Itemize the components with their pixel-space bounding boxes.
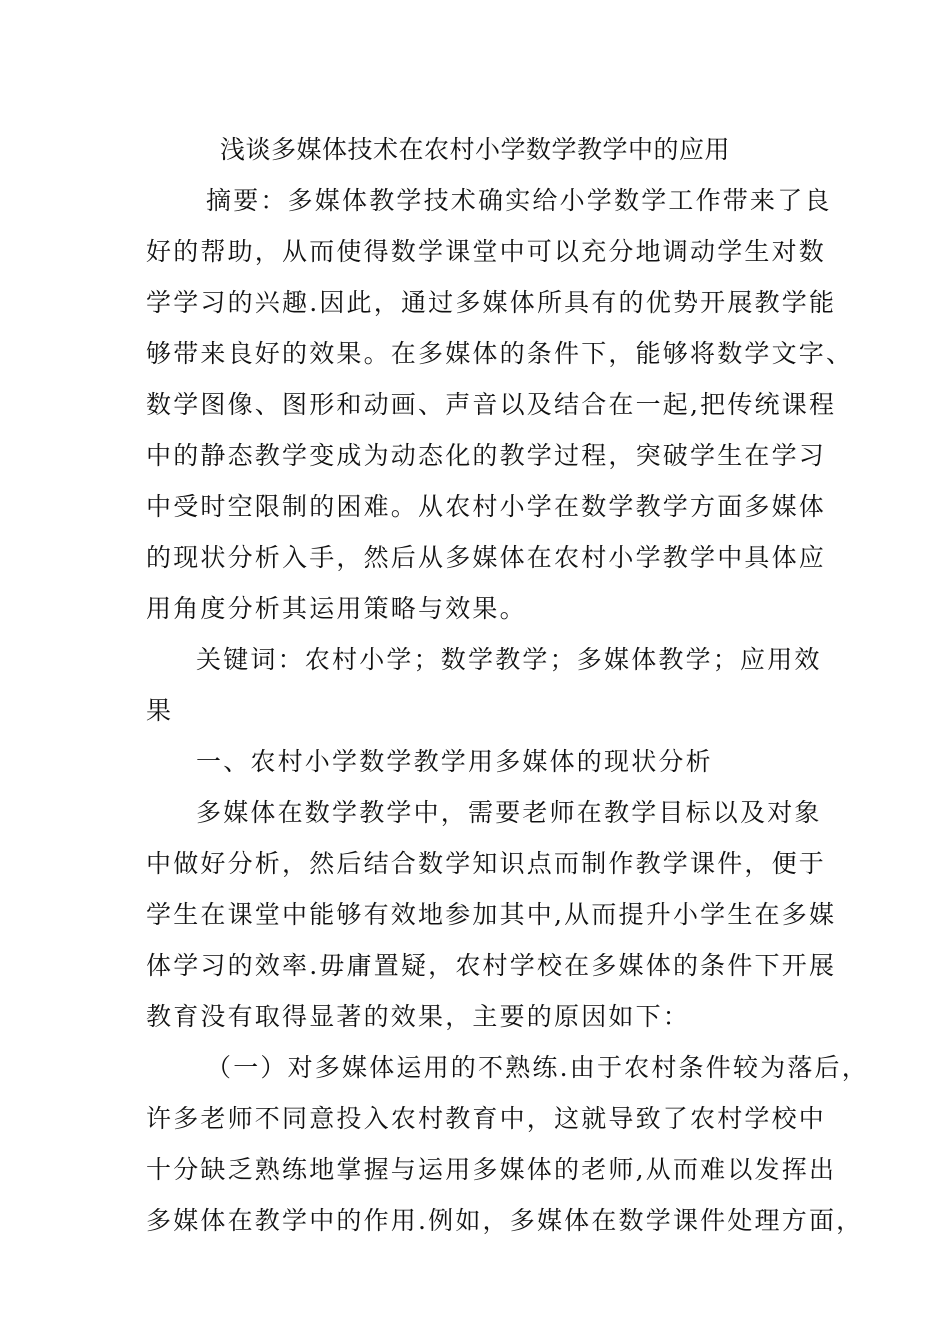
paragraph-line-5: 教育没有取得显著的效果，主要的原因如下： <box>146 1002 691 1031</box>
paragraph-line-2: 中做好分析，然后结合数学知识点而制作教学课件，便于 <box>146 849 827 878</box>
abstract-line-1: 摘要：多媒体教学技术确实给小学数学工作带来了良 <box>206 186 832 215</box>
abstract-line-3: 学学习的兴趣.因此，通过多媒体所具有的优势开展教学能 <box>146 288 837 317</box>
abstract-line-2: 好的帮助，从而使得数学课堂中可以充分地调动学生对数 <box>146 237 827 266</box>
keywords-line-2: 果 <box>146 696 174 725</box>
keywords-line-1: 关键词：农村小学；数学教学；多媒体教学；应用效 <box>196 645 822 674</box>
document-title: 浅谈多媒体技术在农村小学数学教学中的应用 <box>219 135 730 164</box>
abstract-line-8: 的现状分析入手，然后从多媒体在农村小学教学中具体应 <box>146 543 827 572</box>
subsection-line-3: 十分缺乏熟练地掌握与运用多媒体的老师,从而难以发挥出 <box>146 1155 837 1184</box>
subsection-line-2: 许多老师不同意投入农村教育中，这就导致了农村学校中 <box>146 1104 827 1133</box>
paragraph-line-3: 学生在课堂中能够有效地参加其中,从而提升小学生在多媒 <box>146 900 837 929</box>
abstract-line-9: 用角度分析其运用策略与效果。 <box>146 594 527 623</box>
abstract-line-5: 数学图像、图形和动画、声音以及结合在一起,把传统课程 <box>146 390 837 419</box>
abstract-line-7: 中受时空限制的困难。从农村小学在数学教学方面多媒体 <box>146 492 827 521</box>
subsection-line-4: 多媒体在教学中的作用.例如，多媒体在数学课件处理方面， <box>146 1206 864 1235</box>
abstract-line-6: 中的静态教学变成为动态化的教学过程，突破学生在学习 <box>146 441 827 470</box>
paragraph-line-4: 体学习的效率.毋庸置疑，农村学校在多媒体的条件下开展 <box>146 951 837 980</box>
paragraph-line-1: 多媒体在数学教学中，需要老师在教学目标以及对象 <box>196 798 822 827</box>
section-heading: 一、农村小学数学教学用多媒体的现状分析 <box>196 747 713 776</box>
subsection-line-1: （一）对多媒体运用的不熟练.由于农村条件较为落后， <box>206 1053 869 1082</box>
abstract-line-4: 够带来良好的效果。在多媒体的条件下，能够将数学文字、 <box>146 339 854 368</box>
